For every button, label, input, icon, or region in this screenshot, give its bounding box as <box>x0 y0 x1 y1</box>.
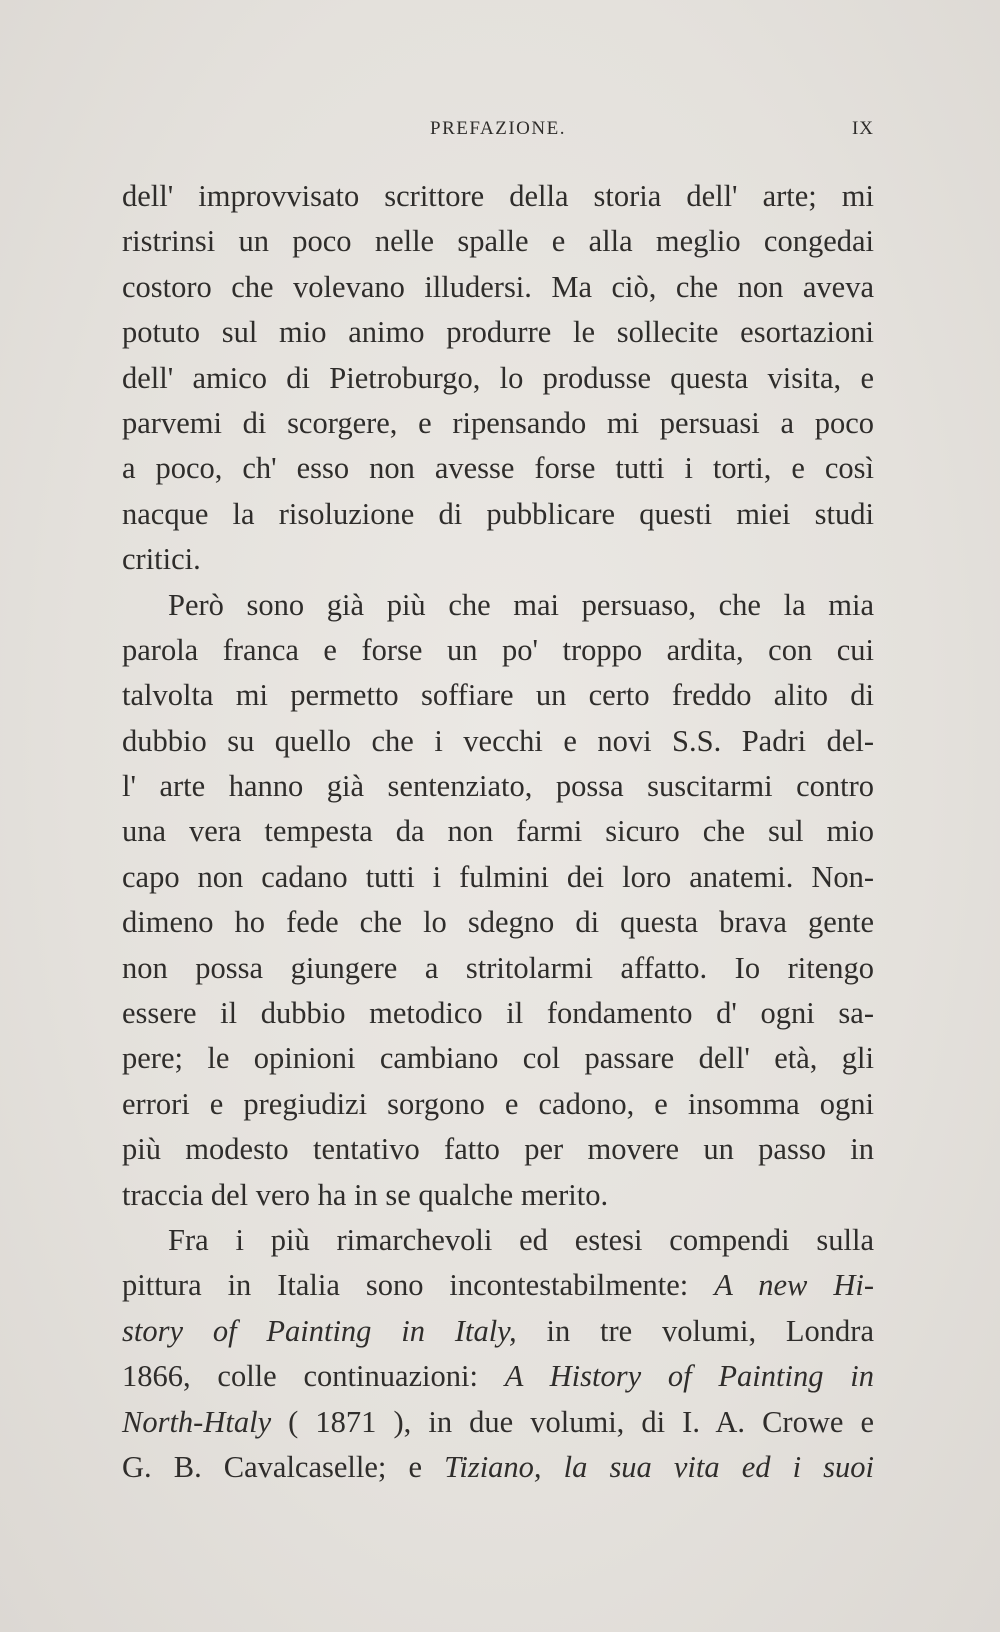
text-line: dimeno ho fede che lo sdegno di questa brava gente <box>122 905 874 940</box>
italic-title: North-Htaly <box>122 1404 272 1439</box>
running-head <box>122 118 874 148</box>
text-line: l' arte hanno già sentenziato, possa suscitarmi contro <box>122 769 874 804</box>
text-line: parvemi di scorgere, e ripensando mi persuasi a poco <box>122 405 874 440</box>
text-line: parola franca e forse un po' troppo ardita, con cui <box>122 632 874 667</box>
text-line: costoro che volevano illudersi. Ma ciò, che non aveva <box>122 269 874 304</box>
text-segment: 1866, colle continuazioni: <box>122 1359 505 1394</box>
italic-title: story of Painting in Italy, <box>122 1313 517 1348</box>
text-line: nacque la risoluzione di pubblicare questi miei studi <box>122 496 874 531</box>
text-line: dell' improvvisato scrittore della storia dell' arte; mi <box>122 179 874 213</box>
running-title: PREFAZIONE. <box>430 118 566 139</box>
text-segment: G. B. Cavalcaselle; e <box>122 1449 445 1484</box>
text-line: essere il dubbio metodico il fondamento d' ogni sa- <box>122 996 874 1031</box>
text-line <box>122 1309 874 1354</box>
text-line: talvolta mi permetto soffiare un certo freddo alito di <box>122 678 874 713</box>
text-line <box>122 1400 874 1445</box>
paragraph-start-line: Fra i più rimarchevoli ed estesi compendi sulla <box>168 1222 874 1257</box>
text-line: a poco, ch' esso non avesse forse tutti i torti, e così <box>122 451 874 486</box>
italic-title: A new Hi- <box>714 1268 874 1303</box>
text-line: capo non cadano tutti i fulmini dei loro anatemi. Non- <box>122 859 874 894</box>
body-text <box>122 174 874 1490</box>
italic-title: A History of Painting in <box>504 1359 874 1394</box>
text-segment: in tre volumi, Londra <box>516 1313 874 1348</box>
text-line <box>122 1445 874 1490</box>
paragraph-start-line: Però sono già più che mai persuaso, che la mia <box>168 587 874 622</box>
text-line: traccia del vero ha in se qualche merito. <box>122 1177 609 1212</box>
page-number: IX <box>851 118 874 139</box>
text-line: pere; le opinioni cambiano col passare dell' età, gli <box>122 1041 874 1076</box>
text-line: dell' amico di Pietroburgo, lo produsse questa visita, e <box>122 360 874 395</box>
text-line <box>122 1263 874 1308</box>
text-line: errori e pregiudizi sorgono e cadono, e insomma ogni <box>122 1086 874 1121</box>
text-line: più modesto tentativo fatto per movere un passo in <box>122 1132 874 1167</box>
text-line: ristrinsi un poco nelle spalle e alla meglio congedai <box>122 224 874 259</box>
italic-title: Tiziano, la sua vita ed i suoi <box>444 1449 874 1484</box>
text-line: potuto sul mio animo produrre le sollecite esortazioni <box>122 315 874 350</box>
text-line: una vera tempesta da non farmi sicuro che sul mio <box>122 814 874 849</box>
text-line: non possa giungere a stritolarmi affatto. Io ritengo <box>122 950 874 985</box>
text-line: dubbio su quello che i vecchi e novi S.S. Padri del- <box>122 723 874 758</box>
text-segment: pittura in Italia sono incontestabilmente: <box>122 1268 715 1303</box>
text-line <box>122 1354 874 1399</box>
text-line: critici. <box>122 542 201 577</box>
text-segment: ( 1871 ), in due volumi, di I. A. Crowe e <box>271 1404 874 1439</box>
